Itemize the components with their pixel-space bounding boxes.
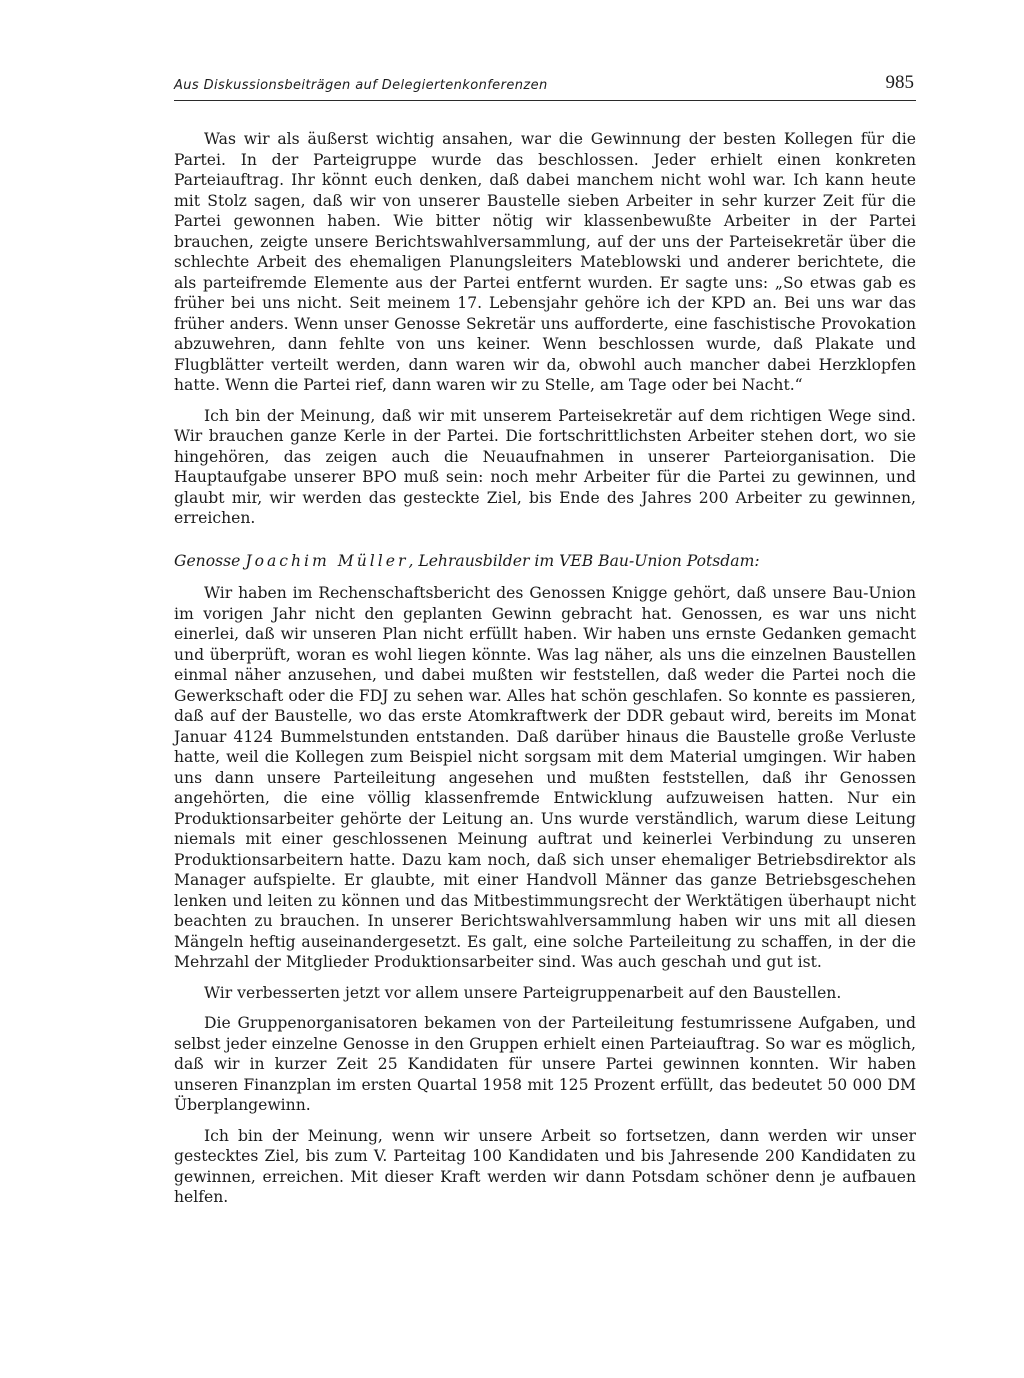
paragraph-gewinnung: Was wir als äußerst wichtig ansahen, war die Gewinnung der besten Kollegen für die Partei. In der Parteigruppe wurde das beschlossen. Jeder erhielt einen konkreten Parteiauftrag. Ihr könnt euch denken, daß dabei manchem nicht wohl war. Ich kann heute mit Stolz sagen, daß wir von unserer Baustelle sieben Arbeiter in sehr kurzer Zeit für die Partei gewonnen haben. Wie bitter nötig wir klassenbewußte Arbeiter in der Partei brauchen, zeigte unsere Berichtswahlversammlung, auf der uns der Parteisekretär über die schlechte Arbeit des ehemaligen Planungsleiters Mateblowski und anderer berichtete, die als parteifremde Elemente aus der Partei entfernt wurden. Er sagte uns: „So etwas gab es früher bei uns nicht. Seit meinem 17. Lebensjahr gehöre ich der KPD an. Bei uns war das früher anders. Wenn unser Genosse Sekretär uns aufforderte, eine faschistische Provokation abzuwehren, dann fehlte von uns keiner. Wenn beschlossen wurde, daß Plakate und Flugblätter verteilt werden, dann waren wir da, obwohl auch mancher dabei Herzklopfen hatte. Wenn die Partei rief, dann waren wir zu Stelle, am Tage oder bei Nacht.“ xyxy=(174,130,916,394)
speaker-heading xyxy=(174,551,916,572)
paragraph-schluss: Ich bin der Meinung, wenn wir unsere Arbeit so fortsetzen, dann werden wir unser gestecktes Ziel, bis zum V. Parteitag 100 Kandidaten und bis Jahresende 200 Kandidaten zu gewinnen, erreichen. Mit dieser Kraft werden wir dann Potsdam schöner denn je aufbauen helfen. xyxy=(174,1126,916,1206)
book-page xyxy=(174,64,916,1218)
speaker-prefix: Genosse xyxy=(174,551,246,570)
paragraph-parteigruppenarbeit: Wir verbesserten jetzt vor allem unsere Parteigruppenarbeit auf den Baustellen. xyxy=(204,983,842,1002)
running-title: Aus Diskussionsbeiträgen auf Delegiertenkonferenzen xyxy=(174,78,548,93)
speaker-name: Joachim Müller xyxy=(245,551,409,570)
paragraph-gruppenorganisatoren: Die Gruppenorganisatoren bekamen von der Parteileitung festumrissene Aufgaben, und selbst jeder einzelne Genosse in den Gruppen erhielt einen Parteiauftrag. So war es möglich, daß wir in kurzer Zeit 25 Kandidaten für unsere Partei gewinnen konnten. Wir haben unseren Finanzplan im ersten Quartal 1958 mit 125 Prozent erfüllt, das bedeutet 50 000 DM Überplangewinn. xyxy=(174,1014,916,1114)
page-number: 985 xyxy=(885,72,914,93)
paragraph-rechenschaftsbericht: Wir haben im Rechenschaftsbericht des Genossen Knigge gehört, daß unsere Bau-Union im vorigen Jahr nicht den geplanten Gewinn gebracht hat. Genossen, es war uns nicht einerlei, daß wir unseren Plan nicht erfüllt haben. Wir haben uns ernste Gedanken gemacht und überprüft, woran es wohl liegen könnte. Was lag näher, als uns die einzelnen Baustellen einmal näher anzusehen, und dabei mußten wir feststellen, daß weder die Partei noch die Gewerkschaft oder die FDJ zu sehen war. Alles hat schön geschlafen. So konnte es passieren, daß auf der Baustelle, wo das erste Atomkraftwerk der DDR gebaut wird, bereits im Monat Januar 4124 Bummelstunden entstanden. Daß darüber hinaus die Baustelle große Verluste hatte, weil die Kollegen zum Beispiel nicht sorgsam mit dem Material umgingen. Wir haben uns dann unsere Parteileitung angesehen und mußten feststellen, daß ihr Genossen angehörten, die eine völlig klassenfremde Entwicklung aufzuweisen hatten. Nur ein Produktionsarbeiter gehörte der Leitung an. Uns wurde verständlich, warum diese Leitung niemals mit einer geschlossenen Meinung auftrat und keinerlei Verbindung zu unseren Produktionsarbeitern hatte. Dazu kam noch, daß sich unser ehemaliger Betriebsdirektor als Manager aufspielte. Er glaubte, mit einer Handvoll Männer das ganze Betriebsgeschehen lenken und leiten zu können und das Mitbestimmungsrecht der Werktätigen überhaupt nicht beachten zu brauchen. In unserer Berichtswahlversammlung haben wir uns mit all diesen Mängeln heftig auseinandergesetzt. Es galt, eine solche Parteileitung zu schaffen, in der die Mehrzahl der Mitglieder Produktionsarbeiter sind. Was auch geschah und gut ist. xyxy=(174,584,916,971)
speaker-role: , Lehrausbilder im VEB Bau-Union Potsdam: xyxy=(408,551,760,570)
running-header xyxy=(174,64,916,101)
paragraph-meinung-parteisekretaer: Ich bin der Meinung, daß wir mit unserem Parteisekretär auf dem richtigen Wege sind. Wir brauchen ganze Kerle in der Partei. Die fortschrittlichsten Arbeiter stehen dort, wo sie hingehören, das zeigen auch die Neuaufnahmen in unserer Parteiorganisation. Die Hauptaufgabe unserer BPO muß sein: noch mehr Arbeiter für die Partei zu gewinnen, und glaubt mir, wir werden das gesteckte Ziel, bis Ende des Jahres 200 Arbeiter zu gewinnen, erreichen. xyxy=(174,406,916,527)
page-content xyxy=(174,101,916,1208)
